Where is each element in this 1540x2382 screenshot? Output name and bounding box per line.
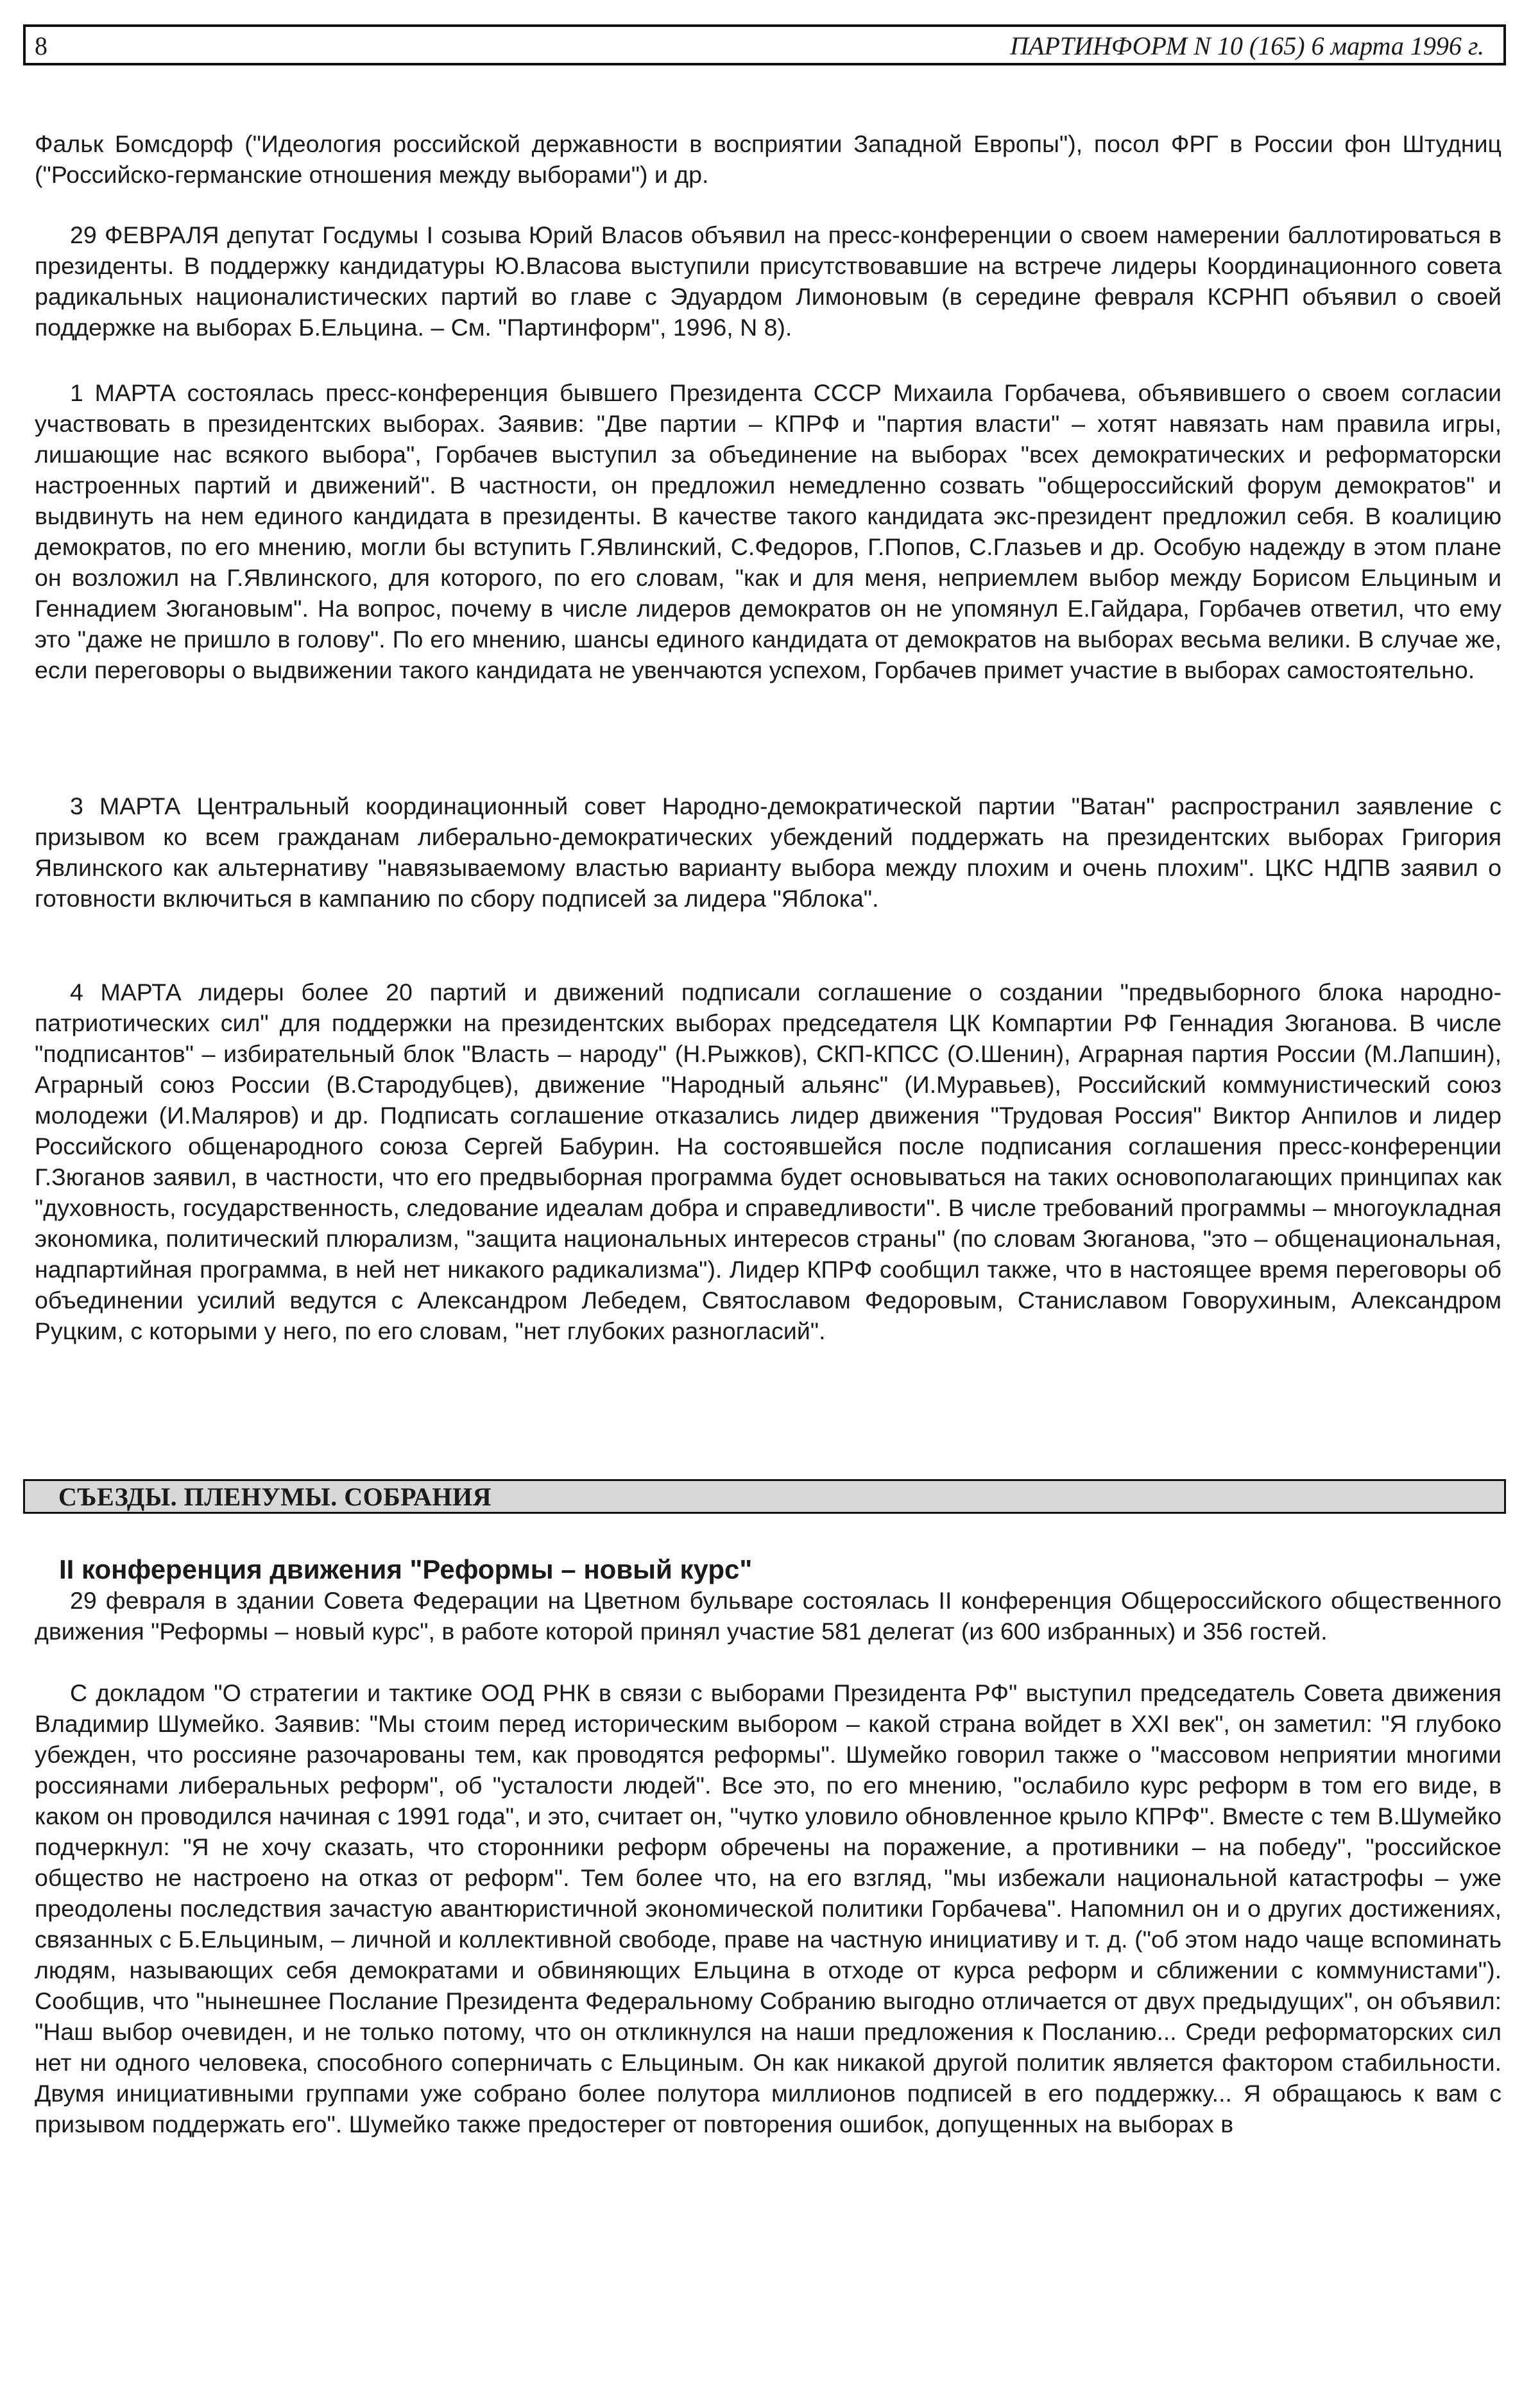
paragraph-mar1: 1 МАРТА состоялась пресс-конференция бывшего Президента СССР Михаила Горбачева, объявившего о своем согласии участвовать в президентских выборах. Заявив: "Две партии – КПРФ и "партия власти" – хотят навязать нам правила игры, лишающие нас всякого выбора", Горбачев выступил за объединение на выборах "всех демократических и реформаторски настроенных партий и движений". В частности, он предложил немедленно созвать "общероссийский форум демократов" и выдвинуть на нем единого кандидата в президенты. В качестве такого кандидата экс-президент предложил себя. В коалицию демократов, по его мнению, могли бы вступить Г.Явлинский, С.Федоров, Г.Попов, С.Глазьев и др. Особую надежду в этом плане он возложил на Г.Явлинского, для которого, по его словам, "как и для меня, неприемлем выбор между Борисом Ельциным и Геннадием Зюгановым". На вопрос, почему в числе лидеров демократов он не упомянул Е.Гайдара, Горбачев ответил, что ему это "даже не пришло в голову". По его мнению, шансы единого кандидата от демократов на выборах весьма велики. В случае же, если переговоры о выдвижении такого кандидата не увенчаются успехом, Горбачев примет участие в выборах самостоятельно. xyxy=(35,379,1502,683)
publication-title: ПАРТИНФОРМ N 10 (165) 6 марта 1996 г. xyxy=(1010,31,1484,60)
paragraph-feb29: 29 ФЕВРАЛЯ депутат Госдумы I созыва Юрий Власов объявил на пресс-конференции о своем намерении баллотироваться в президенты. В поддержку кандидатуры Ю.Власова выступили присутствовавшие на встрече лидеры Координационного совета радикальных националистических партий во главе с Эдуардом Лимоновым (в середине февраля КСРНП объявил о своей поддержке на выборах Б.Ельцина. – См. "Партинформ", 1996, N 8). xyxy=(35,221,1502,341)
paragraph-mar3: 3 МАРТА Центральный координационный совет Народно-демократической партии "Ватан" распространил заявление с призывом ко всем гражданам либерально-демократических убеждений поддержать на президентских выборах Григория Явлинского как альтернативу "навязываемому властью варианту выбора между плохим и очень плохим". ЦКС НДПВ заявил о готовности включиться в кампанию по сбору подписей за лидера "Яблока". xyxy=(35,793,1502,912)
article-paragraph-2: С докладом "О стратегии и тактике ООД РНК в связи с выборами Президента РФ" выступил председатель Совета движения Владимир Шумейко. Заявив: "Мы стоим перед историческим выбором – какой страна войдет в XXI век", он заметил: "Я глубоко убежден, что россияне разочарованы тем, как проводятся реформы". Шумейко говорил также о "массовом неприятии многими россиянами либеральных реформ", об "усталости людей". Все это, по его мнению, "ослабило курс реформ в том его виде, в каком он проводился начиная с 1991 года", и это, считает он, "чутко уловило обновленное крыло КПРФ". Вместе с тем В.Шумейко подчеркнул: "Я не хочу сказать, что сторонники реформ обречены на поражение, а противники – на победу", "российское общество не настроено на отказ от реформ". Тем более что, на его взгляд, "мы избежали национальной катастрофы – уже преодолены последствия зачастую авантюристичной экономической политики Горбачева". Напомнил он и о других достижениях, связанных с Б.Ельциным, – личной и коллективной свободе, праве на частную инициативу и т. д. ("об этом надо чаще вспоминать людям, называющих себя демократами и обвиняющих Ельцина в отходе от курса реформ и сближении с коммунистами"). Сообщив, что "нынешнее Послание Президента Федеральному Собранию выгодно отличается от двух предыдущих", он объявил: "Наш выбор очевиден, и не только потому, что он откликнулся на наши предложения к Посланию... Среди реформаторских сил нет ни одного человека, способного соперничать с Ельциным. Он как никакой другой политик является фактором стабильности. Двумя инициативными группами уже собрано более полутора миллионов подписей в его поддержку... Я обращаюсь к вам с призывом поддержать его". Шумейко также предостерег от повторения ошибок, допущенных на выборах в xyxy=(35,1679,1502,2138)
newspaper-page xyxy=(23,24,1506,2138)
page-header xyxy=(23,24,1506,65)
paragraph-mar4: 4 МАРТА лидеры более 20 партий и движений подписали соглашение о создании "предвыборного блока народно-патриотических сил" для поддержки на президентских выборах председателя ЦК Компартии РФ Геннадия Зюганова. В числе "подписантов" – избирательный блок "Власть – народу" (Н.Рыжков), СКП-КПСС (О.Шенин), Аграрная партия России (М.Лапшин), Аграрный союз России (В.Стародубцев), движение "Народный альянс" (И.Муравьев), Российский коммунистический союз молодежи (И.Маляров) и др. Подписать соглашение отказались лидер движения "Трудовая Россия" Виктор Анпилов и лидер Российского общенародного союза Сергей Бабурин. На состоявшейся после подписания соглашения пресс-конференции Г.Зюганов заявил, в частности, что его предвыборная программа будет основываться на таких основополагающих принципах как "духовность, государственность, следование идеалам добра и справедливости". В числе требований программы – многоукладная экономика, политический плюрализм, "защита национальных интересов страны" (по словам Зюганова, "это – общенациональная, надпартийная программа, в ней нет никакого радикализма"). Лидер КПРФ сообщил также, что в настоящее время переговоры об объединении усилий ведутся с Александром Лебедем, Святославом Федоровым, Станиславом Говорухиным, Александром Руцким, с которыми у него, по его словам, "нет глубоких разногласий". xyxy=(35,979,1502,1344)
page-number: 8 xyxy=(35,31,47,60)
article-paragraph-1: 29 февраля в здании Совета Федерации на Цветном бульваре состоялась II конференция Общероссийского общественного движения "Реформы – новый курс", в работе которой принял участие 581 делегат (из 600 избранных) и 356 гостей. xyxy=(35,1587,1502,1645)
section-header-bar xyxy=(23,1479,1506,1514)
paragraph-continuation: Фальк Бомсдорф ("Идеология российской державности в восприятии Западной Европы"), посол ФРГ в России фон Штудниц ("Российско-германские отношения между выборами") и др. xyxy=(35,130,1502,188)
section-title: СЪЕЗДЫ. ПЛЕНУМЫ. СОБРАНИЯ xyxy=(58,1482,492,1511)
article-title: II конференция движения "Реформы – новый курс" xyxy=(59,1554,753,1584)
